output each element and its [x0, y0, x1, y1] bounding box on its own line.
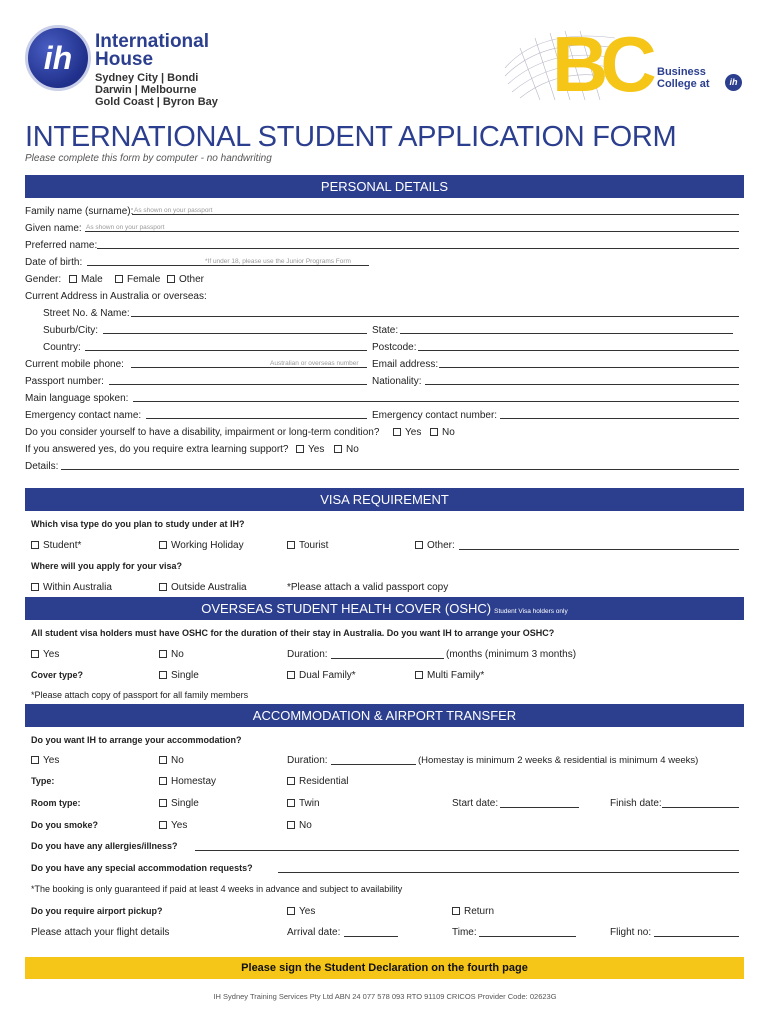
- visa-student-checkbox[interactable]: Student*: [31, 540, 81, 551]
- given-name-hint: As shown on your passport: [86, 224, 165, 231]
- room-single-checkbox[interactable]: Single: [159, 798, 199, 809]
- ih-logo-icon: ih: [25, 25, 91, 91]
- support-no-checkbox[interactable]: No: [334, 444, 359, 455]
- email-field[interactable]: [439, 367, 739, 368]
- dob-field[interactable]: [87, 265, 369, 266]
- details-label: Details:: [25, 461, 59, 472]
- disability-no-checkbox[interactable]: No: [430, 427, 455, 438]
- visa-within-checkbox[interactable]: Within Australia: [31, 582, 112, 593]
- flight-no-label: Flight no:: [610, 927, 652, 938]
- bc-logo-letters: BC: [552, 20, 649, 108]
- accommodation-yes-checkbox[interactable]: Yes: [31, 755, 59, 766]
- given-name-field[interactable]: [85, 231, 739, 232]
- allergies-question: Do you have any allergies/illness?: [31, 841, 178, 851]
- pickup-question: Do you require airport pickup?: [31, 906, 163, 916]
- page-title: INTERNATIONAL STUDENT APPLICATION FORM: [25, 121, 677, 153]
- bc-ih-icon: ih: [725, 74, 742, 91]
- gender-other-checkbox[interactable]: Other: [167, 274, 204, 285]
- accommodation-duration-field[interactable]: [331, 764, 416, 765]
- arrival-date-label: Arrival date:: [287, 927, 341, 938]
- family-name-label: Family name (surname):: [25, 206, 134, 217]
- preferred-name-field[interactable]: [97, 248, 739, 249]
- oshc-dual-checkbox[interactable]: Dual Family*: [287, 670, 356, 681]
- accommodation-no-checkbox[interactable]: No: [159, 755, 184, 766]
- flight-details-note: Please attach your flight details: [31, 927, 170, 938]
- country-field[interactable]: [85, 350, 367, 351]
- street-label: Street No. & Name:: [43, 308, 130, 319]
- support-question: If you answered yes, do you require extra learning support?: [25, 444, 289, 455]
- suburb-field[interactable]: [103, 333, 367, 334]
- oshc-single-checkbox[interactable]: Single: [159, 670, 199, 681]
- given-name-label: Given name:: [25, 223, 82, 234]
- postcode-label: Postcode:: [372, 342, 417, 353]
- oshc-note: *Please attach copy of passport for all family members: [31, 690, 249, 700]
- time-field[interactable]: [479, 936, 576, 937]
- footer-text: IH Sydney Training Services Pty Ltd ABN 24 077 578 093 RTO 91109 CRICOS Provider Code: 02623G: [213, 992, 557, 1001]
- accommodation-heading: ACCOMMODATION & AIRPORT TRANSFER: [25, 704, 744, 727]
- suburb-label: Suburb/City:: [43, 325, 99, 336]
- mobile-field[interactable]: [131, 367, 367, 368]
- passport-field[interactable]: [109, 384, 367, 385]
- state-field[interactable]: [400, 333, 733, 334]
- visa-other-checkbox[interactable]: Other:: [415, 540, 455, 551]
- language-field[interactable]: [133, 401, 739, 402]
- support-yes-checkbox[interactable]: Yes: [296, 444, 324, 455]
- emergency-number-label: Emergency contact number:: [372, 410, 498, 421]
- oshc-yes-checkbox[interactable]: Yes: [31, 649, 59, 660]
- gender-label: Gender:: [25, 274, 62, 285]
- page-subtitle: Please complete this form by computer - no handwriting: [25, 153, 272, 164]
- postcode-field[interactable]: [418, 350, 739, 351]
- accommodation-type-label: Type:: [31, 776, 55, 786]
- accommodation-question: Do you want IH to arrange your accommodation?: [31, 735, 242, 745]
- state-label: State:: [372, 325, 399, 336]
- language-label: Main language spoken:: [25, 393, 129, 404]
- special-requests-field[interactable]: [278, 872, 739, 873]
- personal-details-heading: PERSONAL DETAILS: [25, 175, 744, 198]
- dob-label: Date of birth:: [25, 257, 83, 268]
- pickup-return-checkbox[interactable]: Return: [452, 906, 494, 917]
- bc-logo-text: Business College at: [657, 66, 710, 90]
- finish-date-field[interactable]: [662, 807, 739, 808]
- smoke-no-checkbox[interactable]: No: [287, 820, 312, 831]
- oshc-no-checkbox[interactable]: No: [159, 649, 184, 660]
- oshc-multi-checkbox[interactable]: Multi Family*: [415, 670, 484, 681]
- visa-other-field[interactable]: [459, 549, 739, 550]
- residential-checkbox[interactable]: Residential: [287, 776, 348, 787]
- ih-logo-cities: Sydney City | Bondi Darwin | Melbourne Gold Coast | Byron Bay: [95, 72, 218, 108]
- homestay-checkbox[interactable]: Homestay: [159, 776, 216, 787]
- oshc-duration-label: Duration:: [287, 649, 328, 660]
- family-name-hint: As shown on your passport: [134, 207, 213, 214]
- emergency-name-field[interactable]: [146, 418, 367, 419]
- mobile-hint: Australian or overseas number: [270, 360, 359, 367]
- accommodation-duration-note: (Homestay is minimum 2 weeks & residential is minimum 4 weeks): [418, 755, 699, 766]
- visa-type-question: Which visa type do you plan to study under at IH?: [31, 519, 245, 529]
- visa-passport-note: *Please attach a valid passport copy: [287, 582, 449, 593]
- declaration-banner: Please sign the Student Declaration on the fourth page: [25, 957, 744, 979]
- country-label: Country:: [43, 342, 81, 353]
- mobile-label: Current mobile phone:: [25, 359, 124, 370]
- dob-hint: *If under 18, please use the Junior Programs Form: [205, 258, 351, 265]
- family-name-field[interactable]: [132, 214, 739, 215]
- details-field[interactable]: [61, 469, 739, 470]
- special-requests-question: Do you have any special accommodation requests?: [31, 863, 253, 873]
- disability-yes-checkbox[interactable]: Yes: [393, 427, 421, 438]
- smoke-question: Do you smoke?: [31, 820, 99, 830]
- emergency-name-label: Emergency contact name:: [25, 410, 142, 421]
- ih-logo-name: International House: [95, 31, 210, 70]
- street-field[interactable]: [131, 316, 739, 317]
- nationality-label: Nationality:: [372, 376, 422, 387]
- oshc-heading: OVERSEAS STUDENT HEALTH COVER (OSHC) Student Visa holders only: [25, 597, 744, 620]
- visa-outside-checkbox[interactable]: Outside Australia: [159, 582, 247, 593]
- emergency-number-field[interactable]: [500, 418, 739, 419]
- gender-female-checkbox[interactable]: Female: [115, 274, 160, 285]
- oshc-duration-field[interactable]: [331, 658, 444, 659]
- gender-male-checkbox[interactable]: Male: [69, 274, 103, 285]
- nationality-field[interactable]: [425, 384, 739, 385]
- finish-date-label: Finish date:: [610, 798, 662, 809]
- start-date-field[interactable]: [500, 807, 579, 808]
- visa-where-question: Where will you apply for your visa?: [31, 561, 183, 571]
- address-label: Current Address in Australia or overseas:: [25, 291, 207, 302]
- room-twin-checkbox[interactable]: Twin: [287, 798, 320, 809]
- oshc-duration-note: (months (minimum 3 months): [446, 649, 577, 660]
- flight-no-field[interactable]: [654, 936, 739, 937]
- email-label: Email address:: [372, 359, 439, 370]
- visa-heading: VISA REQUIREMENT: [25, 488, 744, 511]
- passport-label: Passport number:: [25, 376, 104, 387]
- visa-tourist-checkbox[interactable]: Tourist: [287, 540, 328, 551]
- preferred-name-label: Preferred name:: [25, 240, 98, 251]
- accommodation-duration-label: Duration:: [287, 755, 328, 766]
- room-type-label: Room type:: [31, 798, 81, 808]
- oshc-cover-type-label: Cover type?: [31, 670, 84, 680]
- oshc-question: All student visa holders must have OSHC for the duration of their stay in Australia. Do you want IH to arrange your OSHC?: [31, 628, 555, 638]
- visa-working-holiday-checkbox[interactable]: Working Holiday: [159, 540, 244, 551]
- start-date-label: Start date:: [452, 798, 499, 809]
- allergies-field[interactable]: [195, 850, 739, 851]
- pickup-yes-checkbox[interactable]: Yes: [287, 906, 315, 917]
- disability-question: Do you consider yourself to have a disability, impairment or long-term condition?: [25, 427, 380, 438]
- smoke-yes-checkbox[interactable]: Yes: [159, 820, 187, 831]
- time-label: Time:: [452, 927, 477, 938]
- booking-note: *The booking is only guaranteed if paid at least 4 weeks in advance and subject to availability: [31, 884, 403, 894]
- arrival-date-field[interactable]: [344, 936, 398, 937]
